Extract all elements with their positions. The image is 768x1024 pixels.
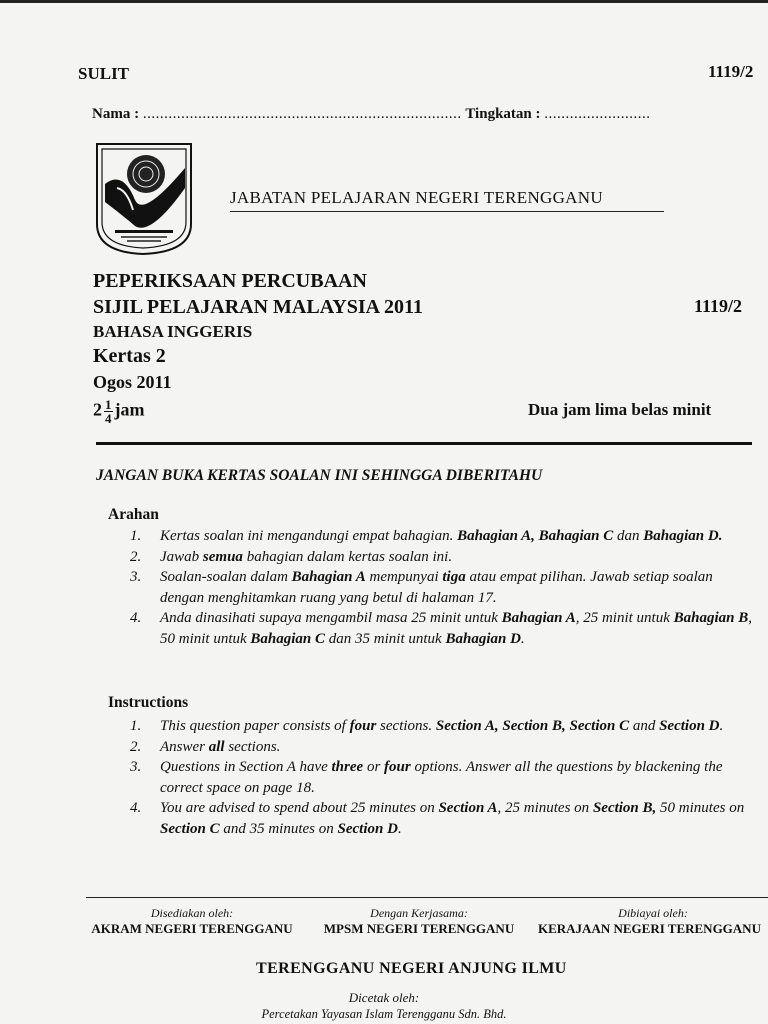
list-item-text: Answer all sections. — [160, 738, 281, 755]
state-motto: TERENGGANU NEGERI ANJUNG ILMU — [256, 960, 567, 977]
duration-whole: 2 — [93, 399, 102, 420]
credit-role: Disediakan oleh: — [150, 906, 234, 920]
list-item-number: 2. — [130, 738, 142, 755]
list-item-number: 3. — [130, 569, 142, 585]
list-item-text: Jawab semua bahagian dalam kertas soalan ini. — [160, 548, 453, 565]
list-item-text: You are advised to spend about 25 minutes on Section A, 25 minutes on Section B, 50 minutes on Section C and 35 minutes on Section D. — [160, 800, 745, 837]
duration-unit: jam — [114, 399, 145, 420]
duration-fraction — [104, 398, 113, 425]
credit-org: MPSM NEGERI TERENGGANU — [323, 921, 515, 936]
credit-org: KERAJAAN NEGERI TERENGGANU — [538, 921, 761, 936]
list-item-number: 1. — [130, 718, 142, 734]
department-name: JABATAN PELAJARAN NEGERI TERENGGANU — [230, 188, 603, 207]
duration-words: Dua jam lima belas minit — [528, 400, 712, 419]
list-item-number: 4. — [130, 610, 142, 626]
list-item-text: Questions in Section A have three or four options. Answer all the questions by blackening the correct space on page 18. — [160, 759, 723, 796]
footer-divider — [86, 897, 768, 898]
duration-denominator: 4 — [105, 411, 112, 426]
list-item-number: 1. — [130, 528, 142, 544]
duration — [93, 398, 145, 425]
warning-notice: JANGAN BUKA KERTAS SOALAN INI SEHINGGA DIBERITAHU — [96, 467, 543, 484]
list-item-text: Soalan-soalan dalam Bahagian A mempunyai tiga atau empat pilihan. Jawab setiap soalan dengan menghitamkan ruang yang betul di halaman 17. — [160, 569, 713, 606]
tingkatan-dots: ......................... — [544, 106, 651, 122]
department-crest-icon — [93, 140, 195, 256]
list-item — [130, 716, 760, 737]
sulit-label: SULIT — [78, 64, 130, 83]
exam-spm: SIJIL PELAJARAN MALAYSIA 2011 — [93, 296, 423, 318]
credit-prepared-by — [86, 906, 298, 937]
tingkatan-label: Tingkatan : — [465, 106, 541, 122]
list-item — [130, 526, 760, 547]
arahan-heading: Arahan — [108, 506, 159, 523]
list-item-text: Kertas soalan ini mengandungi empat bahagian. Bahagian A, Bahagian C dan Bahagian D. — [160, 528, 723, 544]
name-field-line — [92, 106, 651, 123]
department-underline — [230, 211, 664, 212]
subject: BAHASA INGGERIS — [93, 322, 253, 341]
list-item — [130, 737, 760, 758]
list-item — [130, 608, 760, 649]
list-item-number: 4. — [130, 800, 142, 816]
list-item — [130, 757, 760, 798]
instructions-list — [130, 716, 760, 839]
list-item-number: 2. — [130, 548, 142, 565]
list-item — [130, 567, 760, 608]
duration-numerator: 1 — [105, 397, 112, 412]
credit-cooperation — [314, 906, 524, 937]
section-divider — [96, 442, 752, 445]
list-item — [130, 547, 760, 568]
list-item-text: Anda dinasihati supaya mengambil masa 25 minit untuk Bahagian A, 25 minit untuk Bahagian B, 50 minit untuk Bahagian C dan 35 minit untuk Bahagian D. — [160, 610, 753, 647]
paper-number: Kertas 2 — [93, 345, 166, 367]
printer-name: Percetakan Yayasan Islam Terengganu Sdn. Bhd. — [261, 1007, 507, 1021]
exam-date: Ogos 2011 — [93, 372, 172, 392]
credit-role: Dibiayai oleh: — [618, 906, 688, 920]
list-item-text: This question paper consists of four sections. Section A, Section B, Section C and Section D. — [160, 718, 724, 734]
instructions-heading: Instructions — [108, 694, 189, 711]
printed-by-label: Dicetak oleh: — [348, 990, 420, 1005]
paper-code-top: 1119/2 — [708, 62, 754, 81]
credit-funded-by — [538, 906, 768, 937]
credit-org: AKRAM NEGERI TERENGGANU — [91, 921, 293, 936]
list-item-number: 3. — [130, 759, 142, 775]
list-item — [130, 798, 760, 839]
nama-label: Nama : — [92, 106, 140, 122]
top-border — [0, 0, 768, 3]
nama-dots: ........................................................................... — [142, 106, 462, 122]
credit-role: Dengan Kerjasama: — [370, 906, 468, 920]
paper-code: 1119/2 — [694, 296, 743, 316]
exam-title: PEPERIKSAAN PERCUBAAN — [93, 270, 367, 292]
arahan-list — [130, 526, 760, 649]
